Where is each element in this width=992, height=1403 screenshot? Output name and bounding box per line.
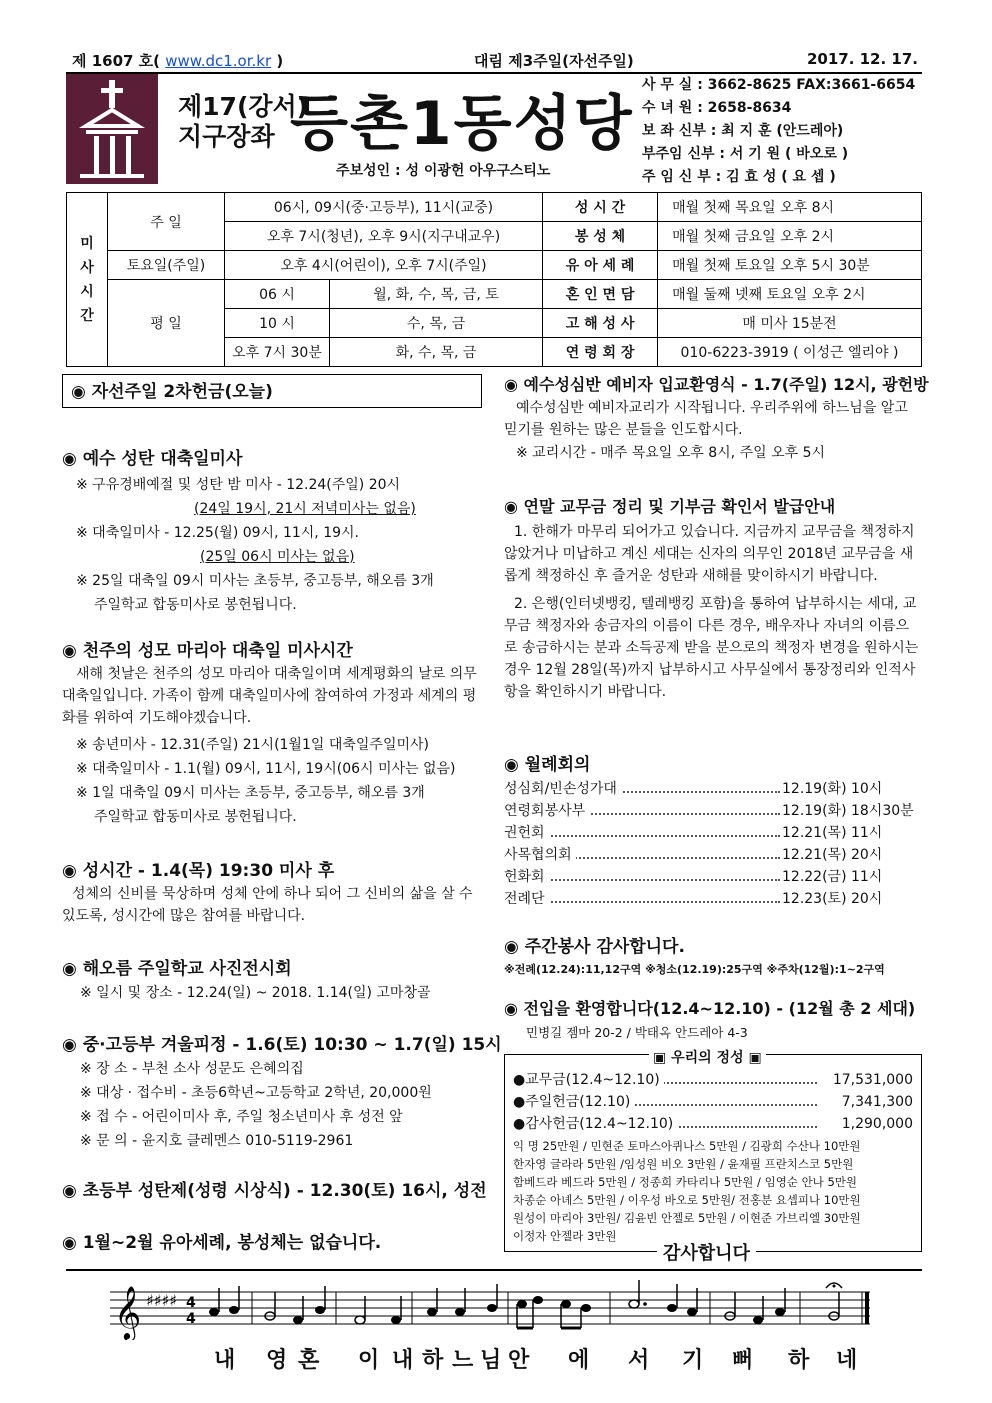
holy-hour-heading: ◉ 성시간 - 1.4(목) 19:30 미사 후 <box>62 861 335 881</box>
mass-schedule-table: 미 사 시 간 주 일 06시, 09시(중·고등부), 11시(교중) 성 시 간 매월 첫째 목요일 오후 8시 오후 7시(청년), 오후 9시(지구내교우) 봉 성 체 매월 첫째 금요일 오후 2시 토요일(주일) 오후 4시(어린이), 오후 7시(주일) 유 아 세 례 매월 첫째 토요일 오후 5시 30분 평 일 06 시 월, 화, 수, 목, 금, 토 혼 인 면 담 매월 둘째 넷째 토요일 오후 2시 10 시 수, 목, 금 고 해 성 사 매 미사 15분전 오후 7시 30분 화, 수, 목, 금 연 령 회 장 010-6223-3919 ( 이성근 엘리야 ) <box>66 192 922 367</box>
church-logo <box>66 74 158 184</box>
patron-saint: 주보성인 : 성 이광헌 아우구스티노 <box>336 163 551 179</box>
meetings-heading: ◉ 월례회의 <box>504 755 591 775</box>
service-heading: ◉ 주간봉사 감사합니다. <box>504 937 685 957</box>
photo-exhibition-section: ◉ 해오름 주일학교 사진전시회 ※ 일시 및 장소 - 12.24(일) ~ 2018. 1.14(일) 고마창골 <box>62 954 486 1005</box>
youth-retreat-heading: ◉ 중·고등부 겨울피정 - 1.6(토) 10:30 ~ 1.7(일) 15시 <box>62 1035 502 1055</box>
mary-feast-section: ◉ 천주의 성모 마리아 대축일 미사시간 새해 첫날은 천주의 성모 마리아 대축일이며 세계평화의 날로 의무대축일입니다. 가족이 함께 대축일미사에 참여하여 가정과 세계의 평화를 위하여 기도해야겠습니다. ※ 송년미사 - 12.31(주일) 21시(1월1일 대축일주일미사) ※ 대축일미사 - 1.1(월) 09시, 11시, 19시(06시 미사는 없음) ※ 1일 대축일 09시 미사는 초등부, 중고등부, 해오름 3개 주일학교 합동미사로 봉헌됩니다. <box>62 636 486 829</box>
offering-title: ▣ 우리의 정성 ▣ <box>649 1047 766 1067</box>
svg-text:4: 4 <box>186 1311 196 1327</box>
monthly-meetings-section: ◉ 월례회의 성심회/빈손성가대 12.19(화) 10시 연령회봉사부 12.19(화) 18시30분 권헌회 12.21(목) 11시 사목협의회 12.21(목) 20시 헌화회 12.22(금) 11시 전례단 12.23(토) 20시 <box>504 750 922 920</box>
district-label: 제17(강서) 지구장좌 <box>178 92 309 151</box>
year-end-section: ◉ 연말 교무금 정리 및 기부금 확인서 발급안내 1. 한해가 마무리 되어가고 있습니다. 지금까지 교무금을 책정하지 않았거나 미납하고 계신 세대는 신자의 의무인 2018년 교무금을 새롭게 책정하신 후 즐거운 성탄과 새해를 맞이하시기 바랍니다. 2. 은행(인터넷뱅킹, 텔레뱅킹 포함)을 통하여 납부하시는 세대, 교무금 책정자와 송금자의 이름이 다른 경우, 배우자나 자녀의 이름으로 송금하시는 분과 소득공제 받을 분으로의 책정자 변경을 원하시는 경우 12월 28일(목)까지 납부하시고 사무실에서 통장정리와 인적사항을 확인하시기 바랍니다. <box>504 494 922 703</box>
weekly-service-section: ◉ 주간봉사 감사합니다. ※전례(12.24):11,12구역 ※청소(12.19):25구역 ※주차(12월):1~2구역 <box>504 932 922 977</box>
saturday-times: 오후 4시(어린이), 오후 7시(주일) <box>225 251 543 280</box>
svg-text:𝄞: 𝄞 <box>114 1285 142 1339</box>
catechumen-heading: ◉ 예수성심반 예비자 입교환영식 - 1.7(주일) 12시, 광헌방 <box>504 375 929 394</box>
photo-exhibition-heading: ◉ 해오름 주일학교 사진전시회 <box>62 959 292 979</box>
associate-priest: 부주임 신부 : 서 기 원 ( 바오로 ) <box>642 146 849 162</box>
year-end-heading: ◉ 연말 교무금 정리 및 기부금 확인서 발급안내 <box>504 497 836 516</box>
sunday-times-1: 06시, 09시(중·고등부), 11시(교중) <box>225 193 543 222</box>
welcome-section: ◉ 전입을 환영합니다(12.4~12.10) - (12월 총 2 세대) 민병길 젬마 20-2 / 박태옥 안드레아 4-3 <box>504 996 922 1041</box>
music-score <box>110 1280 870 1340</box>
christmas-heading: ◉ 예수 성탄 대축일미사 <box>62 449 243 469</box>
issue-number: 제 1607 호( www.dc1.or.kr ) <box>72 52 284 70</box>
svg-text:4: 4 <box>186 1295 196 1311</box>
mass-time-side-label: 미 사 시 간 <box>67 193 108 367</box>
christmas-play-notice: ◉ 초등부 성탄제(성령 시상식) - 12.30(토) 16시, 성전 <box>62 1181 487 1201</box>
issue-date: 2017. 12. 17. <box>806 50 918 68</box>
pastor: 주 임 신 부 : 김 효 성 ( 요 셉 ) <box>642 169 836 185</box>
hymn-lyrics: 내 영 혼 이 내 하 느 님 안 에 서 기 뻐 하 네 <box>214 1348 859 1373</box>
sunday-label: 주 일 <box>108 193 225 251</box>
weekday-label: 평 일 <box>108 280 225 367</box>
mary-heading: ◉ 천주의 성모 마리아 대축일 미사시간 <box>62 641 353 661</box>
youth-retreat-section: ◉ 중·고등부 겨울피정 - 1.6(토) 10:30 ~ 1.7(일) 15시 ※ 장 소 - 부천 소사 성문도 은혜의집 ※ 대상 · 접수비 - 초등6학년~고등학교 2학년, 20,000원 ※ 접 수 - 어린이미사 후, 주일 청소년미사 후 성전 앞 ※ 문 의 - 윤지호 클레멘스 010-5119-2961 <box>62 1030 486 1153</box>
holy-hour-section: ◉ 성시간 - 1.4(목) 19:30 미사 후 성체의 신비를 묵상하며 성체 안에 하나 되어 그 신비의 삶을 살 수 있도록, 성시간에 많은 참여를 바랍니다. <box>62 856 486 927</box>
assistant-priest: 보 좌 신부 : 최 지 훈 (안드레아) <box>642 123 844 139</box>
thanks-label: 감사합니다 <box>657 1239 756 1265</box>
website-link[interactable]: www.dc1.or.kr <box>165 52 272 70</box>
christmas-section: ◉ 예수 성탄 대축일미사 ※ 구유경배예절 및 성탄 밤 미사 - 12.24(주일) 20시 (24일 19시, 21시 저녁미사는 없음) ※ 대축일미사 - 12.25(월) 09시, 11시, 19시. (25일 06시 미사는 없음) ※ 25일 대축일 09시 미사는 초등부, 중고등부, 해오름 3개 주일학교 합동미사로 봉헌됩니다. <box>62 444 486 617</box>
svg-text:♯♯♯♯: ♯♯♯♯ <box>146 1291 177 1310</box>
donor-list: 익 명 25만원 / 민현준 토마스아퀴나스 5만원 / 김광희 수산나 10만원 한자영 글라라 5만원 /임성원 비오 3만원 / 윤재필 프란치스코 5만원 함베드라 베드라 5만원 / 정종희 카타리나 5만원 / 임영순 안나 5만원 차종순 아녜스 5만원 / 이우성 바오로 5만원/ 전홍분 요셉피나 10만원 원성이 마리아 3만원/ 김윤빈 안젤로 5만원 / 이현준 가브리엘 30만원 이정자 안젤라 3만원 <box>513 1139 861 1243</box>
charity-collection-notice: ◉ 자선주일 2차헌금(오늘) <box>62 374 482 408</box>
parish-title: 등촌1동성당 <box>290 89 634 159</box>
sunday-times-2: 오후 7시(청년), 오후 9시(지구내교우) <box>225 222 543 251</box>
convent-phone: 수 녀 원 : 2658-8634 <box>642 100 792 116</box>
no-baptism-notice: ◉ 1월~2월 유아세례, 봉성체는 없습니다. <box>62 1233 382 1253</box>
contact-info <box>642 74 915 189</box>
offering-box: ▣ 우리의 정성 ▣ ●교무금(12.4~12.10) 17,531,000 ●주일헌금(12.10) 7,341,300 ●감사헌금(12.4~12.10) 1,290,000 익 명 25만원 / 민현준 토마스아퀴나스 5만원 / 김광희 수산나 10만원 한자영 글라라 5만원 /임성원 비오 3만원 / 윤재필 프란치스코 5만원 함베드라 베드라 5만원 / 정종희 카타리나 5만원 / 임영순 안나 5만원 차종순 아녜스 5만원 / 이우성 바오로 5만원/ 전홍분 요셉피나 10만원 원성이 마리아 3만원/ 김윤빈 안젤로 5만원 / 이현준 가브리엘 30만원 이정자 안젤라 3만원 감사합니다 <box>504 1054 922 1252</box>
office-phone: 사 무 실 : 3662-8625 FAX:3661-6654 <box>642 77 916 93</box>
divider <box>66 1269 922 1271</box>
saturday-label: 토요일(주일) <box>108 251 225 280</box>
welcome-heading: ◉ 전입을 환영합니다(12.4~12.10) - (12월 총 2 세대) <box>504 999 916 1018</box>
catechumen-section: ◉ 예수성심반 예비자 입교환영식 - 1.7(주일) 12시, 광헌방 예수성심반 예비자교리가 시작됩니다. 우리주위에 하느님을 알고 믿기를 원하는 많은 분들을 인도합시다. ※ 교리시간 - 매주 목요일 오후 8시, 주일 오후 5시 <box>504 372 922 465</box>
liturgical-sunday: 대림 제3주일(자선주일) <box>474 52 634 70</box>
issue-bar <box>66 48 922 74</box>
